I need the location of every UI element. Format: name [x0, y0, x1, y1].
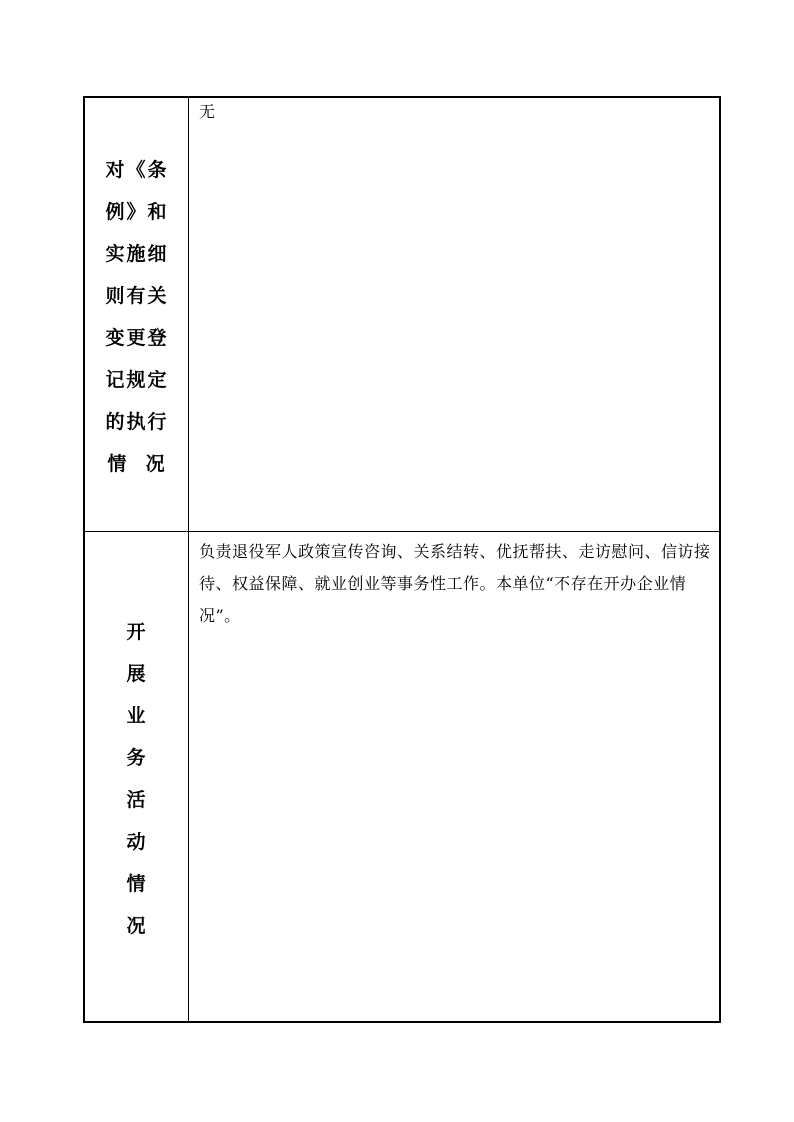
label-line: 对《条 — [105, 159, 169, 181]
label-line: 情 况 — [107, 453, 167, 475]
label-line: 动 — [126, 831, 148, 853]
label-line: 则有关 — [105, 285, 169, 307]
label-line: 开 — [126, 621, 148, 643]
row-label-compliance — [85, 98, 189, 531]
label-line: 变更登 — [105, 327, 169, 349]
label-line: 展 — [126, 663, 148, 685]
row-content-compliance — [189, 98, 719, 531]
row-label-business — [85, 532, 189, 1023]
label-line: 情 — [126, 873, 148, 895]
compliance-text: 无 — [199, 102, 216, 121]
label-line: 况 — [126, 915, 148, 937]
report-table — [83, 96, 721, 1023]
row-content-business — [189, 532, 719, 1023]
business-text: 负责退役军人政策宣传咨询、关系结转、优抚帮扶、走访慰问、信访接待、权益保障、就业创业等事务性工作。本单位“不存在开办企业情况”。 — [199, 542, 711, 625]
label-line: 实施细 — [105, 243, 169, 265]
label-line: 业 — [126, 705, 148, 727]
label-line: 务 — [126, 747, 148, 769]
label-line: 的执行 — [105, 411, 169, 433]
table-row-business — [85, 532, 719, 1023]
label-line: 例》和 — [105, 201, 169, 223]
table-row-compliance — [85, 98, 719, 532]
label-line: 记规定 — [105, 369, 169, 391]
label-line: 活 — [126, 789, 148, 811]
